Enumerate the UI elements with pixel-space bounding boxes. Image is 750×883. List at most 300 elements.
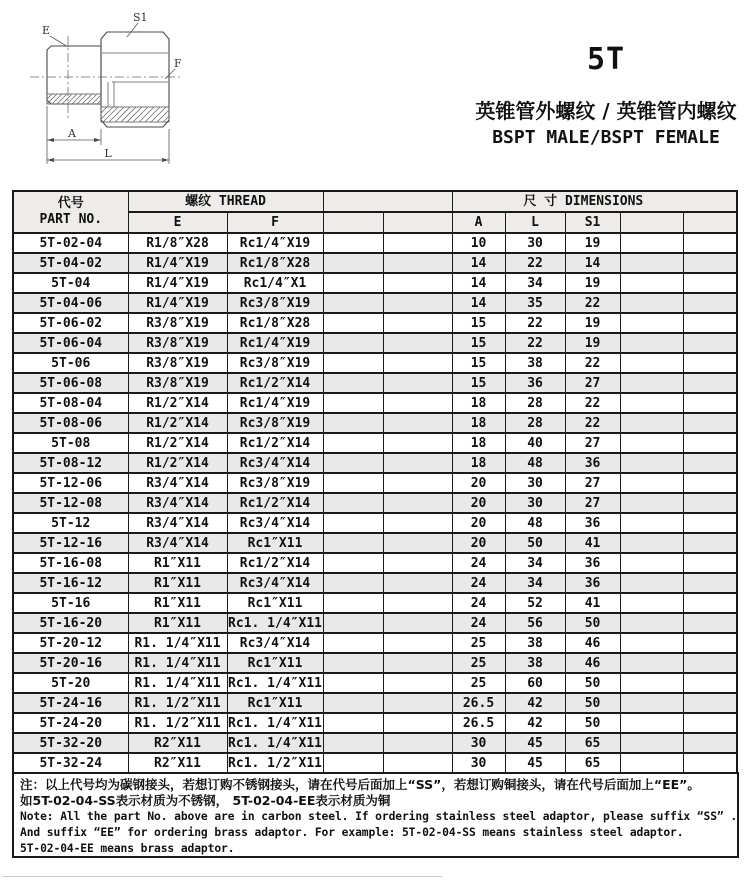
- cell-thread-e: R1″X11: [128, 573, 227, 593]
- male-body-outline: [47, 46, 101, 104]
- table-row: [13, 633, 737, 653]
- cell-dim-a: 20: [452, 533, 505, 553]
- cell-dim-a: 14: [452, 273, 505, 293]
- cell-blank: [620, 693, 683, 713]
- cell-blank: [323, 673, 383, 693]
- cell-part-no: 5T-24-16: [13, 693, 128, 713]
- page-title-model-code: 5T: [586, 42, 626, 77]
- cell-dim-l: 28: [505, 413, 565, 433]
- cell-dim-l: 34: [505, 553, 565, 573]
- cell-part-no: 5T-04-06: [13, 293, 128, 313]
- cell-blank: [323, 393, 383, 413]
- cell-blank: [620, 453, 683, 473]
- cell-blank: [683, 533, 737, 553]
- cell-thread-f: Rc1. 1/2″X11: [227, 753, 323, 773]
- cell-blank: [620, 393, 683, 413]
- cell-dim-a: 18: [452, 453, 505, 473]
- cell-dim-a: 15: [452, 373, 505, 393]
- cell-blank: [683, 453, 737, 473]
- cell-thread-e: R1/2″X14: [128, 413, 227, 433]
- cell-dim-a: 24: [452, 593, 505, 613]
- cell-dim-l: 40: [505, 433, 565, 453]
- notes-box: [12, 772, 739, 858]
- header-col-a: A: [452, 212, 505, 233]
- cell-blank: [620, 613, 683, 633]
- datasheet: [12, 190, 739, 858]
- cell-blank: [620, 493, 683, 513]
- cell-dim-s1: 19: [565, 273, 620, 293]
- header-dimensions-group: 尺 寸 DIMENSIONS: [452, 191, 737, 212]
- cell-blank: [683, 653, 737, 673]
- table-row: [13, 413, 737, 433]
- note-line-cn-1: 注：以上代号均为碳钢接头，若想订购不锈钢接头，请在代号后面加上“SS”，若想订购铜接头，请在代号后面加上“EE”。: [20, 777, 700, 792]
- cell-dim-a: 20: [452, 513, 505, 533]
- cell-dim-l: 38: [505, 653, 565, 673]
- table-row: [13, 533, 737, 553]
- cell-blank: [683, 753, 737, 773]
- cell-thread-e: R3/4″X14: [128, 493, 227, 513]
- cell-dim-s1: 22: [565, 413, 620, 433]
- table-row: [13, 733, 737, 753]
- cell-dim-a: 25: [452, 653, 505, 673]
- cell-thread-e: R1/4″X19: [128, 273, 227, 293]
- cell-blank: [683, 733, 737, 753]
- cell-blank: [383, 653, 452, 673]
- cell-part-no: 5T-12-06: [13, 473, 128, 493]
- cell-dim-s1: 65: [565, 753, 620, 773]
- table-row: [13, 493, 737, 513]
- cell-dim-a: 24: [452, 553, 505, 573]
- table-row: [13, 373, 737, 393]
- cell-blank: [683, 473, 737, 493]
- table-row: [13, 253, 737, 273]
- cell-dim-a: 25: [452, 673, 505, 693]
- table-row: [13, 473, 737, 493]
- cell-part-no: 5T-06-04: [13, 333, 128, 353]
- cell-part-no: 5T-20-12: [13, 633, 128, 653]
- cell-dim-s1: 50: [565, 713, 620, 733]
- page-subtitle-en: BSPT MALE/BSPT FEMALE: [492, 127, 720, 148]
- cell-thread-f: Rc1″X11: [227, 653, 323, 673]
- title-block: [471, 42, 741, 148]
- table-row: [13, 393, 737, 413]
- header-col-s1: S1: [565, 212, 620, 233]
- cell-thread-f: Rc1. 1/4″X11: [227, 673, 323, 693]
- cell-blank: [323, 513, 383, 533]
- cell-blank: [683, 613, 737, 633]
- cell-part-no: 5T-06-02: [13, 313, 128, 333]
- cell-blank: [383, 233, 452, 253]
- cell-dim-l: 52: [505, 593, 565, 613]
- cell-blank: [683, 513, 737, 533]
- cell-thread-e: R1. 1/4″X11: [128, 633, 227, 653]
- cell-thread-e: R2″X11: [128, 733, 227, 753]
- cell-part-no: 5T-32-20: [13, 733, 128, 753]
- cell-blank: [620, 633, 683, 653]
- table-row: [13, 333, 737, 353]
- cell-blank: [383, 553, 452, 573]
- cell-blank: [323, 353, 383, 373]
- technical-drawing: [28, 8, 192, 168]
- cell-part-no: 5T-16-20: [13, 613, 128, 633]
- table-row: [13, 233, 737, 253]
- cell-blank: [323, 253, 383, 273]
- cell-blank: [620, 353, 683, 373]
- table-row: [13, 433, 737, 453]
- cell-dim-l: 30: [505, 473, 565, 493]
- table-row: [13, 353, 737, 373]
- cell-dim-a: 20: [452, 473, 505, 493]
- cell-blank: [383, 473, 452, 493]
- cell-thread-f: Rc3/8″X19: [227, 353, 323, 373]
- cell-blank: [620, 753, 683, 773]
- cell-thread-f: Rc1/4″X1: [227, 273, 323, 293]
- cell-dim-a: 15: [452, 333, 505, 353]
- cell-blank: [683, 633, 737, 653]
- cell-blank: [383, 633, 452, 653]
- cell-dim-a: 30: [452, 753, 505, 773]
- cell-dim-s1: 36: [565, 553, 620, 573]
- header-thread-group: 螺纹 THREAD: [128, 191, 323, 212]
- bottom-rule: [2, 876, 442, 877]
- cell-blank: [683, 573, 737, 593]
- cell-thread-e: R2″X11: [128, 753, 227, 773]
- cell-blank: [383, 733, 452, 753]
- cell-part-no: 5T-06: [13, 353, 128, 373]
- cell-thread-e: R3/8″X19: [128, 313, 227, 333]
- cell-blank: [323, 553, 383, 573]
- cell-blank: [383, 273, 452, 293]
- cell-dim-l: 22: [505, 333, 565, 353]
- cell-dim-s1: 36: [565, 513, 620, 533]
- cell-dim-s1: 19: [565, 333, 620, 353]
- adaptor-section-drawing: [28, 8, 192, 168]
- cell-blank: [620, 293, 683, 313]
- cell-part-no: 5T-32-24: [13, 753, 128, 773]
- cell-blank: [683, 273, 737, 293]
- cell-dim-l: 36: [505, 373, 565, 393]
- cell-blank: [683, 313, 737, 333]
- cell-dim-l: 38: [505, 633, 565, 653]
- cell-thread-f: Rc1″X11: [227, 533, 323, 553]
- drawing-label-a: A: [68, 127, 76, 140]
- cell-thread-e: R3/8″X19: [128, 333, 227, 353]
- cell-blank: [620, 713, 683, 733]
- cell-thread-f: Rc1″X11: [227, 693, 323, 713]
- cell-dim-a: 26.5: [452, 713, 505, 733]
- cell-dim-s1: 14: [565, 253, 620, 273]
- drawing-label-f: F: [174, 57, 182, 70]
- cell-blank: [323, 453, 383, 473]
- page-subtitle-cn: 英锥管外螺纹 / 英锥管内螺纹: [475, 99, 737, 123]
- cell-blank: [620, 593, 683, 613]
- cell-blank: [683, 393, 737, 413]
- cell-thread-f: Rc1/4″X19: [227, 333, 323, 353]
- note-line-en-2: And suffix “EE” for ordering brass adaptor. For example: 5T-02-04-SS means stainless steel adaptor.: [20, 826, 684, 839]
- cell-blank: [620, 473, 683, 493]
- cell-dim-s1: 46: [565, 653, 620, 673]
- cell-blank: [383, 573, 452, 593]
- cell-thread-e: R3/8″X19: [128, 353, 227, 373]
- cell-thread-e: R1″X11: [128, 613, 227, 633]
- cell-blank: [683, 673, 737, 693]
- cell-blank: [620, 573, 683, 593]
- table-row: [13, 713, 737, 733]
- table-row: [13, 613, 737, 633]
- note-line-cn-2: 如5T-02-04-SS表示材质为不锈钢， 5T-02-04-EE表示材质为铜: [20, 793, 391, 808]
- cell-blank: [323, 753, 383, 773]
- cell-dim-a: 15: [452, 353, 505, 373]
- parts-table: [12, 190, 738, 774]
- cell-blank: [620, 733, 683, 753]
- cell-dim-a: 18: [452, 433, 505, 453]
- cell-part-no: 5T-06-08: [13, 373, 128, 393]
- cell-thread-e: R1. 1/4″X11: [128, 653, 227, 673]
- header-col-f: F: [227, 212, 323, 233]
- header-part-no-cn: 代号: [57, 196, 84, 211]
- cell-blank: [383, 613, 452, 633]
- cell-blank: [383, 673, 452, 693]
- cell-blank: [383, 393, 452, 413]
- cell-dim-a: 26.5: [452, 693, 505, 713]
- cell-dim-l: 38: [505, 353, 565, 373]
- cell-thread-e: R1. 1/2″X11: [128, 693, 227, 713]
- cell-blank: [620, 653, 683, 673]
- cell-thread-e: R1/2″X14: [128, 433, 227, 453]
- cell-blank: [323, 333, 383, 353]
- note-line-en-3: 5T-02-04-EE means brass adaptor.: [20, 842, 235, 855]
- cell-dim-l: 50: [505, 533, 565, 553]
- cell-blank: [620, 413, 683, 433]
- cell-dim-l: 42: [505, 693, 565, 713]
- header-col-e: E: [128, 212, 227, 233]
- cell-thread-f: Rc1/8″X28: [227, 253, 323, 273]
- cell-blank: [383, 293, 452, 313]
- cell-dim-s1: 36: [565, 453, 620, 473]
- cell-dim-a: 20: [452, 493, 505, 513]
- cell-part-no: 5T-12: [13, 513, 128, 533]
- cell-thread-f: Rc3/8″X19: [227, 473, 323, 493]
- table-row: [13, 313, 737, 333]
- cell-blank: [683, 293, 737, 313]
- cell-dim-l: 60: [505, 673, 565, 693]
- cell-blank: [683, 353, 737, 373]
- cell-part-no: 5T-02-04: [13, 233, 128, 253]
- cell-blank: [683, 253, 737, 273]
- cell-part-no: 5T-20: [13, 673, 128, 693]
- cell-blank: [323, 633, 383, 653]
- cell-blank: [383, 413, 452, 433]
- cell-blank: [383, 333, 452, 353]
- table-row: [13, 693, 737, 713]
- cell-dim-s1: 22: [565, 353, 620, 373]
- header-col-blank-2: [383, 212, 452, 233]
- cell-part-no: 5T-08-06: [13, 413, 128, 433]
- cell-dim-l: 48: [505, 513, 565, 533]
- cell-thread-e: R1/4″X19: [128, 253, 227, 273]
- cell-part-no: 5T-04-02: [13, 253, 128, 273]
- cell-dim-a: 14: [452, 293, 505, 313]
- table-row: [13, 653, 737, 673]
- cell-thread-f: Rc1. 1/4″X11: [227, 733, 323, 753]
- table-row: [13, 673, 737, 693]
- cell-blank: [323, 653, 383, 673]
- cell-blank: [383, 253, 452, 273]
- cell-blank: [323, 593, 383, 613]
- cell-part-no: 5T-24-20: [13, 713, 128, 733]
- cell-blank: [383, 753, 452, 773]
- cell-part-no: 5T-08-12: [13, 453, 128, 473]
- table-row: [13, 553, 737, 573]
- cell-dim-l: 48: [505, 453, 565, 473]
- cell-dim-a: 24: [452, 573, 505, 593]
- cell-blank: [620, 553, 683, 573]
- cell-blank: [323, 533, 383, 553]
- cell-blank: [683, 413, 737, 433]
- cell-part-no: 5T-16-12: [13, 573, 128, 593]
- cell-blank: [620, 313, 683, 333]
- drawing-label-e: E: [42, 24, 51, 37]
- cell-blank: [323, 473, 383, 493]
- cell-blank: [683, 693, 737, 713]
- cell-dim-l: 45: [505, 733, 565, 753]
- cell-blank: [383, 493, 452, 513]
- table-row: [13, 453, 737, 473]
- header-row-groups: [13, 191, 737, 212]
- cell-thread-e: R1. 1/2″X11: [128, 713, 227, 733]
- cell-thread-e: R3/8″X19: [128, 373, 227, 393]
- cell-blank: [383, 313, 452, 333]
- cell-dim-a: 14: [452, 253, 505, 273]
- cell-thread-f: Rc1/8″X28: [227, 313, 323, 333]
- hex-body-outline: [101, 32, 169, 127]
- cell-blank: [323, 693, 383, 713]
- cell-dim-s1: 46: [565, 633, 620, 653]
- cell-thread-f: Rc1/2″X14: [227, 493, 323, 513]
- cell-thread-e: R3/4″X14: [128, 513, 227, 533]
- cell-dim-a: 10: [452, 233, 505, 253]
- cell-blank: [683, 373, 737, 393]
- cell-dim-s1: 65: [565, 733, 620, 753]
- cell-part-no: 5T-16-08: [13, 553, 128, 573]
- cell-thread-f: Rc3/4″X14: [227, 633, 323, 653]
- table-row: [13, 513, 737, 533]
- cell-dim-s1: 50: [565, 693, 620, 713]
- header-part-no-en: PART NO.: [39, 212, 103, 227]
- table-row: [13, 593, 737, 613]
- cell-dim-l: 30: [505, 233, 565, 253]
- cell-blank: [323, 313, 383, 333]
- cell-dim-s1: 50: [565, 613, 620, 633]
- cell-blank: [323, 493, 383, 513]
- cell-thread-f: Rc3/4″X14: [227, 513, 323, 533]
- cell-dim-l: 34: [505, 273, 565, 293]
- cell-part-no: 5T-12-16: [13, 533, 128, 553]
- cell-dim-s1: 19: [565, 233, 620, 253]
- cell-dim-l: 35: [505, 293, 565, 313]
- cell-blank: [383, 533, 452, 553]
- cell-blank: [323, 733, 383, 753]
- cell-blank: [683, 553, 737, 573]
- cell-thread-e: R1/8″X28: [128, 233, 227, 253]
- parts-table-body: [13, 233, 737, 773]
- cell-part-no: 5T-08-04: [13, 393, 128, 413]
- cell-blank: [323, 413, 383, 433]
- cell-thread-e: R3/4″X14: [128, 533, 227, 553]
- cell-dim-a: 24: [452, 613, 505, 633]
- header-col-blank-1: [323, 212, 383, 233]
- cell-dim-l: 30: [505, 493, 565, 513]
- cell-blank: [383, 593, 452, 613]
- cell-blank: [323, 373, 383, 393]
- cell-thread-f: Rc1/2″X14: [227, 433, 323, 453]
- cell-thread-e: R1″X11: [128, 593, 227, 613]
- table-row: [13, 573, 737, 593]
- cell-thread-f: Rc3/4″X14: [227, 453, 323, 473]
- cell-dim-s1: 36: [565, 573, 620, 593]
- cell-dim-l: 42: [505, 713, 565, 733]
- cell-thread-f: Rc1/2″X14: [227, 553, 323, 573]
- cell-blank: [683, 713, 737, 733]
- cell-blank: [383, 693, 452, 713]
- cell-blank: [323, 233, 383, 253]
- cell-blank: [383, 373, 452, 393]
- cell-blank: [620, 373, 683, 393]
- cell-thread-f: Rc1/2″X14: [227, 373, 323, 393]
- cell-dim-s1: 27: [565, 373, 620, 393]
- table-row: [13, 273, 737, 293]
- cell-dim-s1: 50: [565, 673, 620, 693]
- cell-blank: [683, 433, 737, 453]
- drawing-label-l: L: [104, 147, 112, 160]
- cell-dim-l: 34: [505, 573, 565, 593]
- cell-blank: [683, 493, 737, 513]
- cell-dim-s1: 27: [565, 473, 620, 493]
- cell-thread-f: Rc1. 1/4″X11: [227, 613, 323, 633]
- header-col-blank-4: [683, 212, 737, 233]
- cell-dim-s1: 19: [565, 313, 620, 333]
- cell-dim-s1: 41: [565, 533, 620, 553]
- cell-dim-a: 30: [452, 733, 505, 753]
- cell-blank: [323, 273, 383, 293]
- cell-thread-f: Rc1/4″X19: [227, 393, 323, 413]
- cell-dim-s1: 41: [565, 593, 620, 613]
- cell-dim-l: 45: [505, 753, 565, 773]
- cell-thread-e: R1″X11: [128, 553, 227, 573]
- cell-dim-a: 18: [452, 393, 505, 413]
- cell-blank: [620, 233, 683, 253]
- cell-thread-f: Rc3/8″X19: [227, 293, 323, 313]
- cell-blank: [620, 673, 683, 693]
- cell-part-no: 5T-08: [13, 433, 128, 453]
- cell-blank: [683, 593, 737, 613]
- cell-blank: [383, 433, 452, 453]
- cell-dim-a: 18: [452, 413, 505, 433]
- cell-thread-f: Rc1″X11: [227, 593, 323, 613]
- cell-thread-e: R1. 1/4″X11: [128, 673, 227, 693]
- cell-blank: [323, 613, 383, 633]
- cell-blank: [620, 333, 683, 353]
- header-blank-group: [323, 191, 452, 212]
- note-line-en-1: Note: All the part No. above are in carbon steel. If ordering stainless steel adaptor, please suffix “SS” .: [20, 810, 738, 823]
- cell-dim-l: 56: [505, 613, 565, 633]
- cell-dim-a: 25: [452, 633, 505, 653]
- cell-blank: [323, 433, 383, 453]
- table-row: [13, 753, 737, 773]
- cell-thread-e: R1/2″X14: [128, 453, 227, 473]
- cell-part-no: 5T-16: [13, 593, 128, 613]
- cell-thread-f: Rc1/4″X19: [227, 233, 323, 253]
